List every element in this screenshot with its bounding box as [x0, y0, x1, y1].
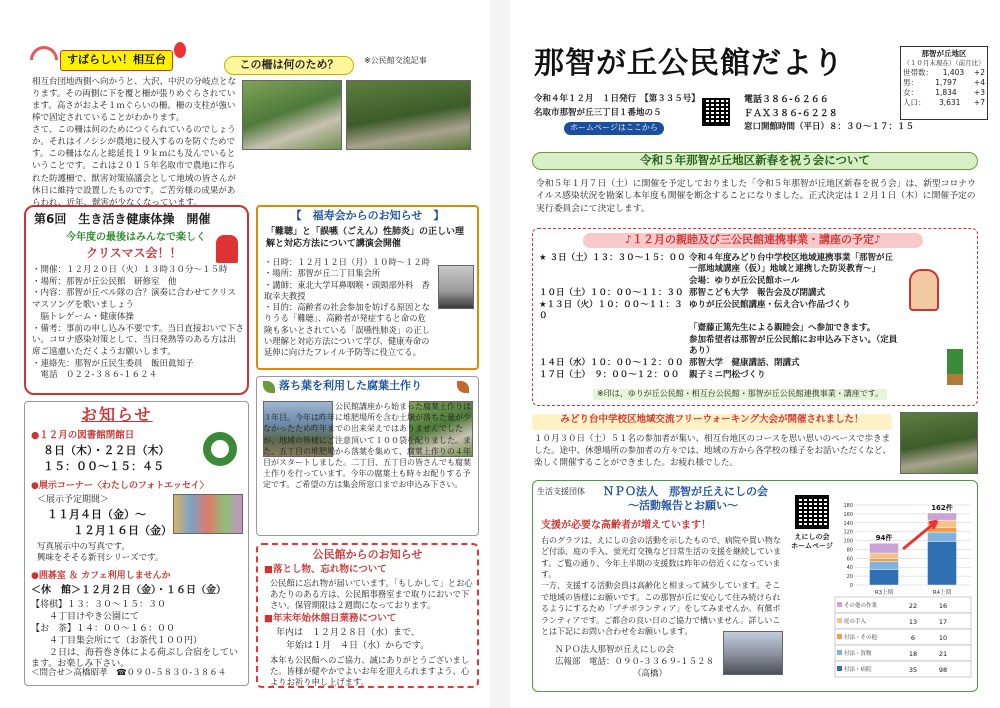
- y-tick-label: 80: [846, 547, 853, 554]
- tea-title: ●囲碁室 ＆ カフェ利用しませんか: [31, 571, 171, 581]
- population-row: [903, 98, 985, 108]
- legend-swatch: [837, 650, 842, 655]
- rainbow-icon: [30, 46, 58, 60]
- schedule-title: ♪１２月の親睦及び三公民館連携事業・講座の予定♪: [583, 233, 923, 248]
- exhibit-title: ●展示コーナー〈わたしのフォトエッセイ〉: [31, 481, 209, 491]
- tel-line: 電話３８６-６２６６: [744, 95, 829, 105]
- npo-activity-chart: [833, 489, 975, 687]
- population-row: [903, 88, 985, 98]
- schedule-list: [539, 253, 901, 383]
- article-title: この柵は何のため？: [224, 56, 354, 75]
- y-tick-label: 20: [846, 574, 853, 581]
- exhibit-from: １１月４日（金）〜: [47, 508, 146, 521]
- legend-swatch: [837, 666, 842, 671]
- y-tick-label: 160: [843, 511, 853, 518]
- exhibit-body: 写真展示中の写真です。 興味をそそる新刊シリーズです。: [37, 542, 164, 564]
- population-label: 女：: [903, 88, 918, 98]
- walking-title: みどり台中学校区地域交流フリーウォーキング大会が開催されました！: [532, 414, 892, 430]
- tea-period: ＜休 館＞１２月２日（金）・１６日（金）: [31, 585, 226, 596]
- legend-label: 付添・買物: [844, 651, 872, 657]
- npo-body: 右のグラフは、えにしの会の活動を示したもので、病院や買い物など付添、庭の手入、蛍光灯交換など日常生活の支援を継続しています。ご覧の通り、今年上半期の支援数は昨年の倍近くになっています。 一方、支援する活動会員は高齢化と相まって減少しています。そこで地域の皆様にお願いです。この那智が丘に安心して住み続けられるようにするため「プチボランティア」をしてみませんか。有償ボランティアです。ご都合の良い日のご協力で構いません。詳しいことは下記にお問い合わせをお願いします。: [541, 536, 781, 636]
- hours-line: 窓口開館時間（平日）８：３０〜１７：１５: [744, 122, 915, 132]
- legend-label: その他の作業: [844, 603, 878, 609]
- holiday-line2: 年始は１月 ４日（水）からです。: [286, 641, 430, 651]
- npo-contact2: 広報部 電話：０９０-３３６９-１５２８: [555, 657, 715, 667]
- y-tick-label: 0: [849, 583, 853, 589]
- lost-title: ■落とし物、忘れ物について: [264, 564, 387, 575]
- exhibit-to: １２月１６日（金）: [73, 524, 172, 537]
- issue-line: 令和４年１２月 １日発行 【第３３５号】: [534, 94, 700, 104]
- population-label: 男：: [903, 78, 918, 88]
- population-row: [903, 68, 985, 78]
- kadomatsu-icon: [947, 349, 963, 385]
- population-label: 人口：: [903, 98, 926, 108]
- npo-subtitle: 〜活動報告とお願い〜: [628, 499, 738, 512]
- table-cell-value: 21: [938, 650, 948, 658]
- homepage-qr-icon[interactable]: [702, 98, 730, 126]
- population-box: [900, 46, 988, 120]
- npo-name: ＮＰＯ法人 那智が丘えにしの会: [603, 485, 768, 498]
- schedule-text: 会場：ゆりが丘公民館ホール: [689, 276, 800, 287]
- population-value: 3,631: [938, 98, 961, 108]
- population-diff: +3: [973, 88, 985, 98]
- article-body: 相互台団地西側へ向かうと、大沢、中沢の分岐点となります。その両側に下を覆と柵が張りめぐらされています。高さがおよそ１ｍぐらいの柵。柵の支柱が強い棒で固定されていることがわかります。 さて、この柵は何のためにつくられているのでしょうか。それはイノシシが農地に侵入するのを防ぐためです。この柵はなんと総延長１９ｋｍにも及んでいるということです。これは２０１５年名取市で農地に作られた防護柵で、獣害対策協議会として地域の皆さんが休日に維持で設置したものです。ご苦労様の成果があらわれ、近年、獣害が少なくなっています。: [32, 77, 237, 208]
- chart-bar-segment: [870, 561, 899, 569]
- fukujukai-title: 【 福寿会からのお知らせ 】: [290, 209, 445, 222]
- legend-label: 庭の手入: [844, 619, 867, 625]
- x-category-label: R3上期: [874, 590, 894, 596]
- schedule-text: ゆりが丘公民館講座・伝え合い作品づくり: [689, 300, 851, 311]
- chart-bar-segment: [870, 569, 899, 585]
- y-tick-label: 60: [846, 556, 853, 563]
- population-value: 1,797: [935, 78, 957, 88]
- legend-swatch: [837, 602, 842, 607]
- table-cell-value: 22: [908, 602, 918, 610]
- left-page: [0, 0, 490, 708]
- table-cell-value: 10: [938, 634, 948, 642]
- schedule-text: 親子ミニ門松づくり: [689, 370, 766, 381]
- santa-icon: [216, 235, 238, 263]
- kominkan-box: [256, 543, 479, 688]
- page-gutter: [490, 0, 510, 708]
- newsletter-title: 那智が丘公民館だより: [534, 46, 844, 81]
- npo-highlight: 支援が必要な高齢者が増えています！: [541, 520, 711, 531]
- y-tick-label: 40: [846, 565, 853, 572]
- chart-bar-segment: [870, 559, 899, 562]
- article-fence: [24, 40, 479, 208]
- closed-dates: ８日（木）・２２日（木）: [43, 444, 170, 457]
- npo-label: 生活支援団体: [537, 487, 585, 496]
- closed-time: １５：００〜１５：４５: [43, 460, 164, 473]
- legend-swatch: [837, 634, 842, 639]
- legend-label: 付添・その他: [844, 635, 878, 641]
- schedule-item: [539, 300, 901, 322]
- bar-total-label: 162件: [931, 504, 953, 512]
- schedule-footer: ※印は、ゆりが丘公民館・相互台公民館・那智が丘公民館連携事業・講座です。: [593, 389, 887, 400]
- newyear-body: 令和５年１月７日（土）に開催を予定しておりました「令和５年那智が丘地区新春を祝う会」は、新型コロナウイルス感染状況を勘案し本年度も開催を断念することになりました。正式決定は１２月１日（木）に開催予定の実行委員会にて決定します。: [536, 179, 976, 214]
- holiday-line1: 年内は １２月２８日（水）まで、: [276, 628, 420, 638]
- exercise-title: 第6回 生き活き健康体操 開催: [34, 212, 211, 226]
- compost-title: 落ち葉を利用した腐葉土作り: [279, 379, 422, 392]
- schedule-text: 令和４年度みどり台中学校区地域連携事業「那智が丘一部地域講座（仮）」地域と連携した防災教育〜」: [689, 253, 894, 275]
- closed-title: ●１２月の図書館閉館日: [31, 430, 135, 441]
- fukujukai-subtitle: 「難聴」と「誤嚥（ごえん）性肺炎」の正しい理解と対応方法について講演会開催: [266, 227, 465, 249]
- leaf-icon: [457, 381, 469, 393]
- table-cell-value: 98: [938, 666, 948, 674]
- x-category-label: R4上期: [932, 590, 952, 596]
- homepage-link[interactable]: ホームページはここから: [564, 122, 664, 135]
- schedule-item: [539, 253, 901, 275]
- fukujukai-details: ・日時：１２月１２日（月）１０時〜１２時 ・場所：那智が丘二丁目集会所 ・講師：東北大学耳鼻咽喉・頭頸部外科 香取幸夫教授 ・目的：高齢者の社会参加を妨げる原因となりうる「難聴」、高齢者が発症すると命の危険も多いとされている「誤嚥性肺炎」の正しい理解と対応方法について学び、健康寿命の延伸に向けたフレイル予防等に役立てる。: [264, 257, 430, 358]
- population-diff: +2: [973, 67, 985, 77]
- schedule-item: [539, 335, 901, 357]
- npo-qr-icon[interactable]: [795, 495, 829, 529]
- lost-body: 公民館に忘れ物が届いています。「もしかして」とお心あたりのある方は、公民館事務室まで取りにおいで下さい。保管期限は２週間になっております。: [270, 578, 473, 611]
- table-cell-value: 18: [908, 650, 918, 658]
- mascot-icon: [909, 269, 939, 311]
- bar-total-label: 94件: [875, 534, 893, 543]
- table-cell-value: 16: [938, 602, 948, 610]
- population-label: 世帯数：: [903, 67, 933, 77]
- npo-contact3: （高橋）: [633, 669, 668, 679]
- kominkan-title: 公民館からのお知らせ: [312, 548, 423, 561]
- population-diff: +7: [973, 98, 985, 108]
- chart-bar-segment: [870, 543, 899, 553]
- schedule-date: １７日（土） ９：００〜１２：００: [539, 370, 680, 381]
- article-exercise: [24, 205, 249, 395]
- npo-photo: [723, 631, 783, 675]
- population-value: 1,403: [942, 67, 965, 77]
- schedule-item: [539, 358, 901, 369]
- population-diff: +4: [973, 78, 985, 88]
- schedule-item: [539, 370, 901, 381]
- chart-bar-segment: [870, 553, 899, 559]
- table-cell-value: 13: [908, 618, 918, 626]
- lecturer-photo: [438, 265, 474, 309]
- population-title: 那智が丘地区: [921, 49, 967, 58]
- schedule-text: 那智こども大学 報告会及び閉講式: [689, 288, 826, 299]
- article-source: ※公民館交流記事: [364, 56, 427, 65]
- fence-photo-1: [242, 80, 342, 150]
- walking-body: １０月３０日（土）５１名の参加者が集い、相互台地区のコースを思い思いのペースで歩きました。途中、休憩場所の参加者の方々では、地域の方から各学校の様子をお話いただくなど、楽しく開催することができました。お疲れ様でした。: [534, 434, 892, 468]
- chart-bar-segment: [928, 513, 957, 520]
- notice-title: お知らせ: [81, 405, 153, 424]
- address-line: 名取市那智が丘三丁目１番地の５: [534, 108, 662, 118]
- exhibit-label: ＜展示予定期間＞: [37, 495, 110, 505]
- exercise-details: ・開催：１２月２０日（火）１３時３０分〜１５時 ・場所：那智が丘公民館 研修室 他 ・内容：那智が丘ベル隊の合？演奏に合わせてクリスマスソングを歌いましょう 脳トレゲーム・健康体操 ・備考：事前の申し込み不要です。当日直接おいで下さい。コロナ感染対策として、当日発熱等のある方は出席ご遠慮いただくようお願いします。 ・連絡先：那智が丘民生委員 飯田眞知子 電話 ０２２-３８６-１６２４: [32, 265, 244, 381]
- holiday-body: 本年も公民館へのご協力、誠にありがとうございました。皆様が健やかでよいお年を迎えられますよう、心よりお祈り申し上げます。: [270, 655, 470, 688]
- schedule-date: ★１３日（火）１０：００〜１１：３０: [539, 300, 683, 322]
- schedule-date: [539, 335, 689, 357]
- population-subtitle: （１０月末現在）（前月比）: [903, 59, 985, 68]
- population-row: [903, 78, 985, 88]
- walking-photo: [900, 412, 978, 474]
- wreath-icon: [203, 432, 237, 466]
- fence-photo-2: [346, 80, 471, 150]
- npo-qr-label: えにしの会 ホームページ: [791, 533, 833, 551]
- legend-label: 付添・病院: [844, 667, 872, 673]
- y-tick-label: 140: [843, 520, 853, 527]
- schedule-box: [532, 228, 978, 406]
- schedule-date: ★ ３日（土）１３：３０〜１５：００: [539, 253, 686, 263]
- newyear-title: 令和５年那智が丘地区新春を祝う会について: [532, 152, 978, 170]
- article-fukujukai: [256, 205, 479, 370]
- exercise-banner: 今年度の最後はみんなで楽しく: [66, 232, 206, 243]
- schedule-text: 「齋藤正篤先生による親睦会」へ参加できます。: [689, 323, 876, 334]
- table-cell-value: 35: [908, 666, 918, 674]
- y-tick-label: 180: [843, 503, 853, 509]
- notice-box: [24, 401, 249, 686]
- leaf-icon: [263, 381, 275, 393]
- table-cell-value: 6: [910, 634, 916, 642]
- holiday-title: ■年末年始休館日業務について: [264, 613, 397, 624]
- chart-bar-segment: [928, 541, 957, 585]
- npo-contact1: ＮＰＯ法人那智が丘えにしの会: [555, 645, 675, 655]
- schedule-text: 参加希望者は那智が丘公民館にお申込み下さい。（定員あり）: [689, 335, 898, 357]
- article-compost: [256, 376, 479, 536]
- y-tick-label: 120: [843, 529, 853, 536]
- tea-detail: 【将棋】１３：３０〜１５：３０ ４丁目けやき公園にて 【お 茶】１４：００〜１６：００ ４丁目集会所にて（お茶代１００円） ２日は、海苔巻き体による荷ぶし合宿をしています。お楽しみ下さい。: [31, 600, 239, 670]
- schedule-text: 那智大学 健康講話、閉講式: [689, 358, 800, 369]
- schedule-item: [539, 323, 901, 334]
- schedule-item: [539, 288, 901, 299]
- population-rows: [903, 68, 985, 109]
- chart-bar-segment: [928, 532, 957, 541]
- table-cell-value: 17: [938, 618, 948, 626]
- schedule-date: [539, 276, 689, 287]
- right-page: [510, 0, 1000, 708]
- article-badge: すばらしい！相互台: [60, 50, 173, 71]
- notice-contact: ＜問合せ＞高橋昭孝 ☎０９０-５８３０-３８６４: [31, 668, 227, 678]
- schedule-date: １０日（土）１０：００〜１１：３０: [539, 288, 684, 299]
- schedule-date: １４日（水）１０：００〜１２：００: [539, 358, 684, 369]
- books-photo: [173, 494, 243, 534]
- exercise-banner2: クリスマス会！！: [86, 246, 182, 260]
- schedule-date: [539, 323, 689, 334]
- npo-box: [532, 480, 978, 692]
- fax-line: ＦＡＸ３８６-６２２８: [744, 109, 838, 119]
- legend-swatch: [837, 618, 842, 623]
- y-tick-label: 100: [843, 538, 853, 545]
- balloon-icon: [174, 42, 186, 58]
- population-value: 1,834: [935, 88, 957, 98]
- schedule-item: [539, 276, 901, 287]
- compost-body: 公民館講座から始まった腐葉土作りは３年目。今年は昨年に堆肥場所を含む土壌が落ちた量が少なかったため昨年までの出来栄えではありませんでしたが、地域の皆様にご注意頂いて１００袋を配りました。また、五丁目の堆肥場から落葉を集めて、腐葉土作りの４年目がスタートしました。二丁目、五丁目の皆さんでも腐葉土作りを行っています。今年の腐葉土も時々お配りする予定です。ご希望の方は集会所窓口までお申込み下さい。: [263, 402, 471, 490]
